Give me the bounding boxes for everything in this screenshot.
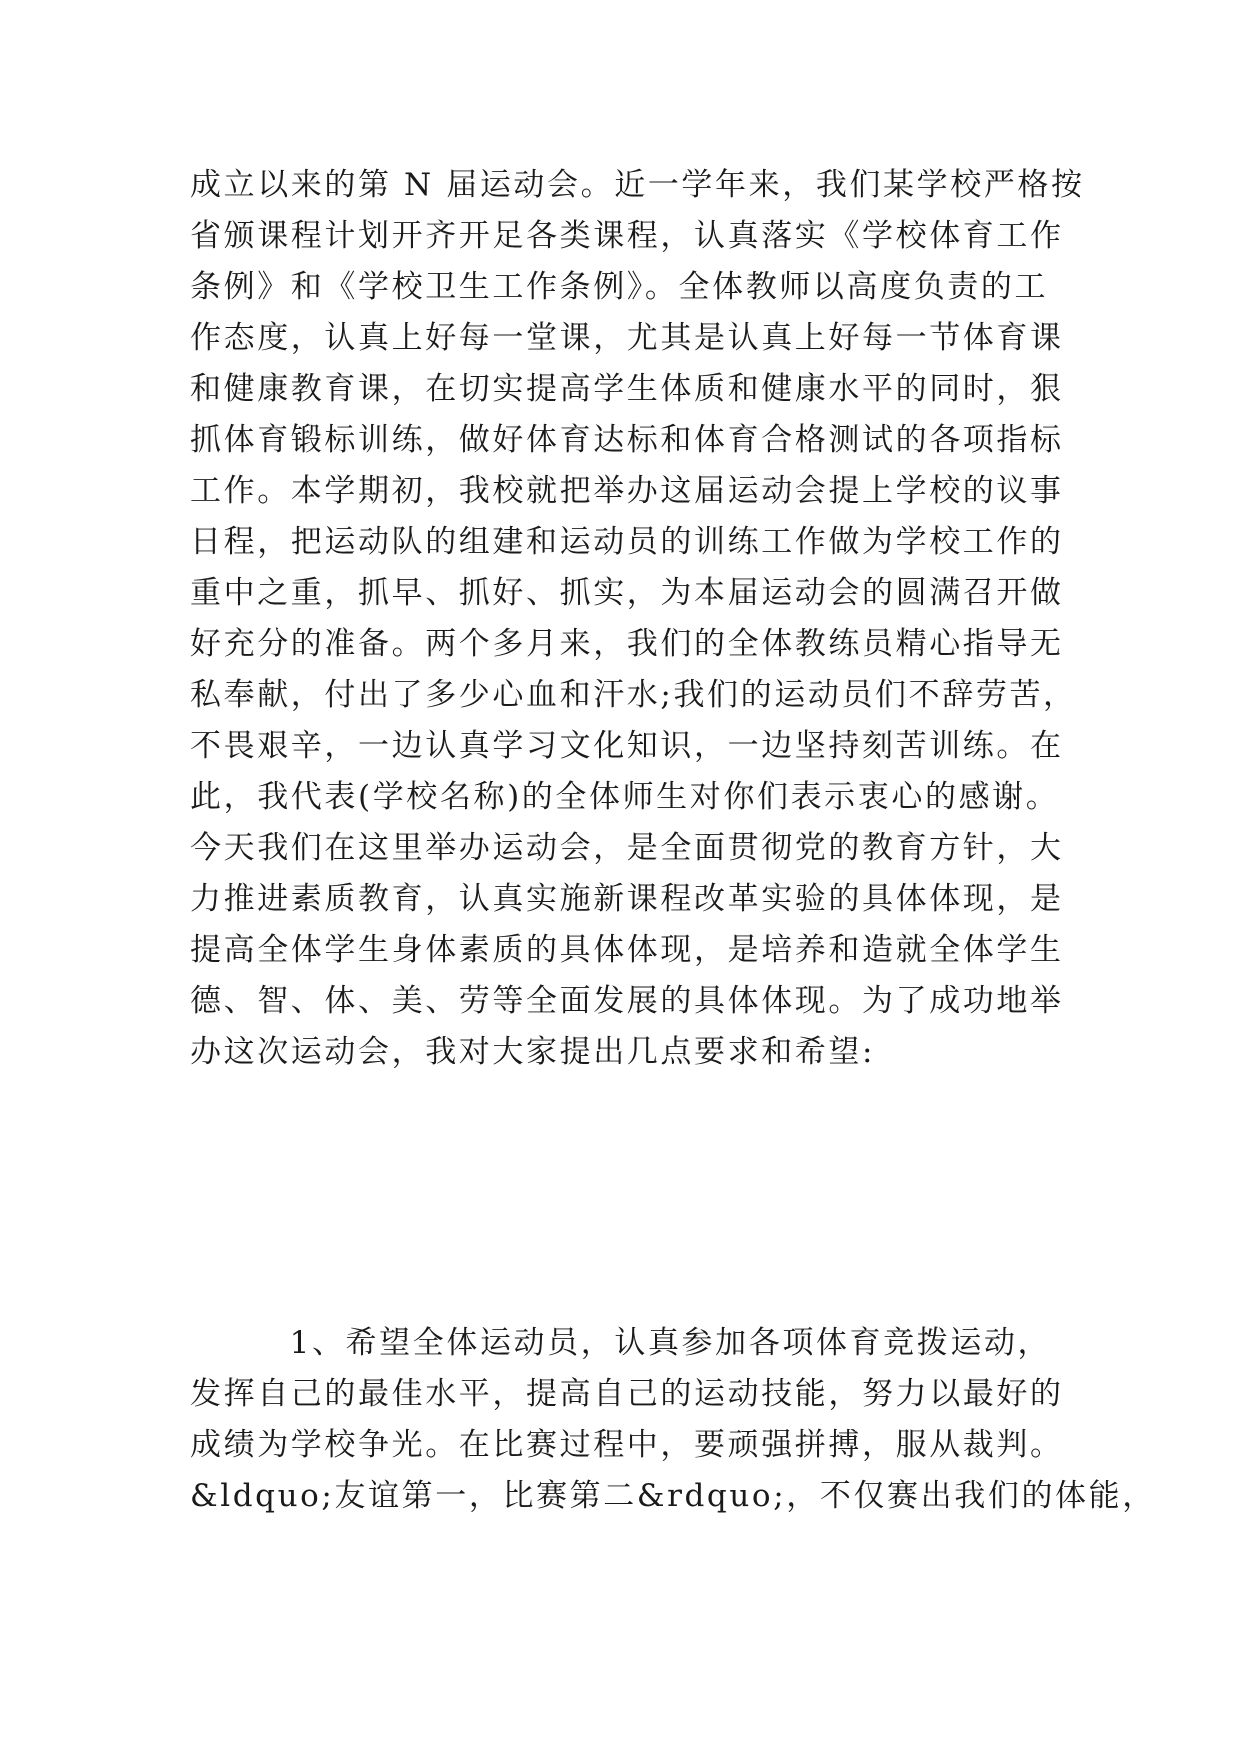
paragraph-2 <box>190 1318 1156 1522</box>
text-line: 抓体育锻标训练，做好体育达标和体育合格测试的各项指标 <box>190 422 1064 458</box>
text-line: 省颁课程计划开齐开足各类课程，认真落实《学校体育工作 <box>190 218 1064 254</box>
text-line: 日程，把运动队的组建和运动员的训练工作做为学校工作的 <box>190 524 1064 560</box>
text-line: 今天我们在这里举办运动会，是全面贯彻党的教育方针，大 <box>190 830 1064 866</box>
text-line: 1、希望全体运动员，认真参加各项体育竞拨运动， <box>190 1325 1052 1361</box>
text-line: 此，我代表(学校名称)的全体师生对你们表示衷心的感谢。 <box>190 779 1060 815</box>
text-line: 成立以来的第 N 届运动会。近一学年来，我们某学校严格按 <box>190 167 1085 203</box>
text-line: 好充分的准备。两个多月来，我们的全体教练员精心指导无 <box>190 626 1064 662</box>
text-line: 提高全体学生身体素质的具体体现，是培养和造就全体学生 <box>190 932 1064 968</box>
text-line: 条例》和《学校卫生工作条例》。全体教师以高度负责的工 <box>190 269 1049 305</box>
text-line: &ldquo;友谊第一，比赛第二&rdquo;，不仅赛出我们的体能， <box>190 1478 1156 1514</box>
paragraph-1 <box>190 160 1085 1078</box>
text-line: 发挥自己的最佳水平，提高自己的运动技能，努力以最好的 <box>190 1376 1064 1412</box>
text-line: 私奉献，付出了多少心血和汗水;我们的运动员们不辞劳苦， <box>190 677 1077 713</box>
text-line: 和健康教育课，在切实提高学生体质和健康水平的同时，狠 <box>190 371 1064 407</box>
text-line: 办这次运动会，我对大家提出几点要求和希望: <box>190 1034 876 1070</box>
text-line: 不畏艰辛，一边认真学习文化知识，一边坚持刻苦训练。在 <box>190 728 1064 764</box>
text-line: 德、智、体、美、劳等全面发展的具体体现。为了成功地举 <box>190 983 1064 1019</box>
text-line: 重中之重，抓早、抓好、抓实，为本届运动会的圆满召开做 <box>190 575 1064 611</box>
text-line: 工作。本学期初，我校就把举办这届运动会提上学校的议事 <box>190 473 1064 509</box>
text-line: 作态度，认真上好每一堂课，尤其是认真上好每一节体育课 <box>190 320 1064 356</box>
text-line: 力推进素质教育，认真实施新课程改革实验的具体体现，是 <box>190 881 1064 917</box>
text-line: 成绩为学校争光。在比赛过程中，要顽强拼搏，服从裁判。 <box>190 1427 1064 1463</box>
